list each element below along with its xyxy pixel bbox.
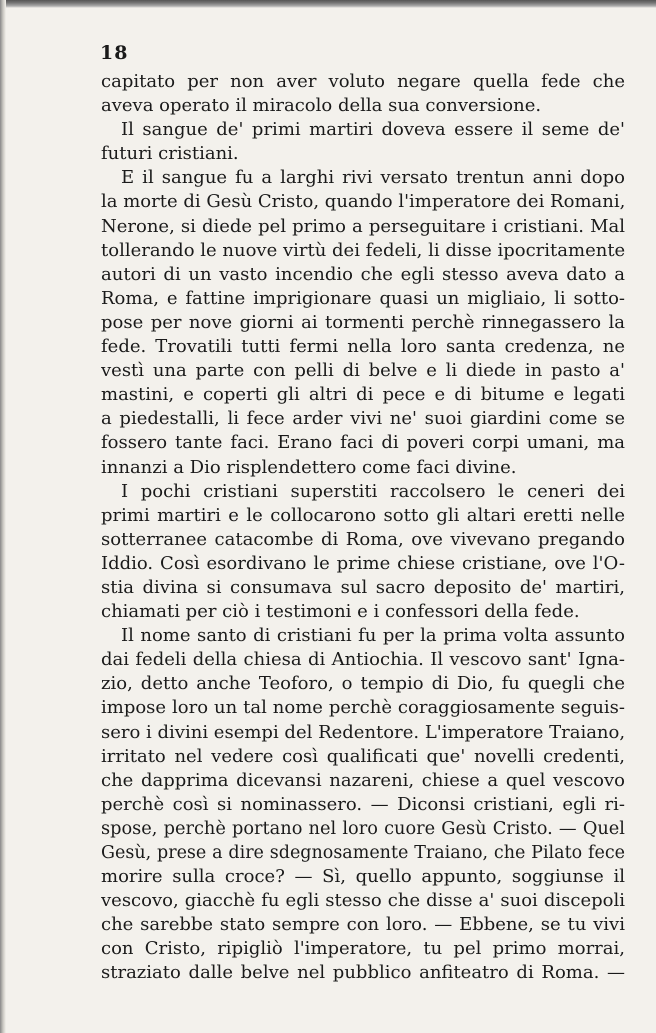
text-line: I pochi cristiani superstiti raccolsero le ceneri dei [121,480,625,502]
text-line: fede. Trovatili tutti fermi nella loro santa credenza, ne [101,336,625,358]
text-line: Nerone, si diede pel primo a perseguitare i cristiani. Mal [101,215,625,237]
text-line: pose per nove giorni ai tormenti perchè rinnegassero la [101,311,625,333]
text-line: capitato per non aver voluto negare quella fede che [101,71,625,92]
text-line: vescovo, giacchè fu egli stesso che disse a' suoi discepoli [101,890,625,912]
text-line: che dapprima dicevansi nazareni, chiese a quel vescovo [101,769,625,791]
text-line: che sarebbe stato sempre con loro. — Ebbene, se tu vivi [101,914,625,936]
text-line: fossero tante faci. Erano faci di poveri corpi umani, ma [101,432,625,454]
text-line: Roma, e fattine imprigionare quasi un migliaio, li sotto- [101,287,625,309]
text-line: vestì una parte con pelli di belve e li diede in pasto a' [101,360,625,382]
text-line: futuri cristiani. [101,143,239,165]
text-line: straziato dalle belve nel pubblico anfiteatro di Roma. — [101,962,625,984]
body-text [101,70,625,986]
text-line: morire sulla croce? — Sì, quello appunto, soggiunse il [101,866,625,888]
text-line: Gesù, prese a dire sdegnosamente Traiano, che Pilato fece [101,843,625,863]
text-line: impose loro un tal nome perchè coraggiosamente seguis- [101,697,625,719]
text-line: spose, perchè portano nel loro cuore Gesù Cristo. — Quel [101,818,625,839]
text-line: la morte di Gesù Cristo, quando l'imperatore dei Romani, [101,191,625,213]
page-top-edge [0,0,656,8]
text-line: perchè così si nominassero. — Diconsi cristiani, egli ri- [101,793,625,815]
text-line: Iddio. Così esordivano le prime chiese cristiane, ove l'O- [101,552,625,574]
page-binding-edge [0,0,6,1033]
text-line: irritato nel vedere così qualificati que' novelli credenti, [101,745,625,767]
text-line: Il nome santo di cristiani fu per la prima volta assunto [121,625,625,647]
text-line: autori di un vasto incendio che egli stesso aveva dato a [101,263,625,285]
text-line: innanzi a Dio risplendettero come faci divine. [101,456,517,478]
text-line: tollerando le nuove virtù dei fedeli, li disse ipocritamente [101,239,625,261]
text-line: Il sangue de' primi martiri doveva essere il seme de' [121,119,625,141]
text-line: mastini, e coperti gli altri di pece e di bitume e legati [101,384,625,406]
text-line: con Cristo, ripigliò l'imperatore, tu pel primo morrai, [101,938,625,960]
text-line: sero i divini esempi del Redentore. L'imperatore Traiano, [101,721,625,743]
text-line: primi martiri e le collocarono sotto gli altari eretti nelle [101,504,625,526]
text-line: sotterranee catacombe di Roma, ove vivevano pregando [101,528,625,550]
text-line: dai fedeli della chiesa di Antiochia. Il vescovo sant' Igna- [101,649,625,671]
text-line: aveva operato il miracolo della sua conversione. [101,95,542,117]
text-line: a piedestalli, li fece arder vivi ne' suoi giardini come se [101,408,625,430]
text-line: chiamati per ciò i testimoni e i confessori della fede. [101,601,580,623]
page-number: 18 [100,42,129,64]
text-line: zio, detto anche Teoforo, o tempio di Dio, fu quegli che [101,673,625,695]
text-line: stia divina si consumava sul sacro deposito de' martiri, [101,576,625,598]
text-line: E il sangue fu a larghi rivi versato trentun anni dopo [121,167,625,189]
